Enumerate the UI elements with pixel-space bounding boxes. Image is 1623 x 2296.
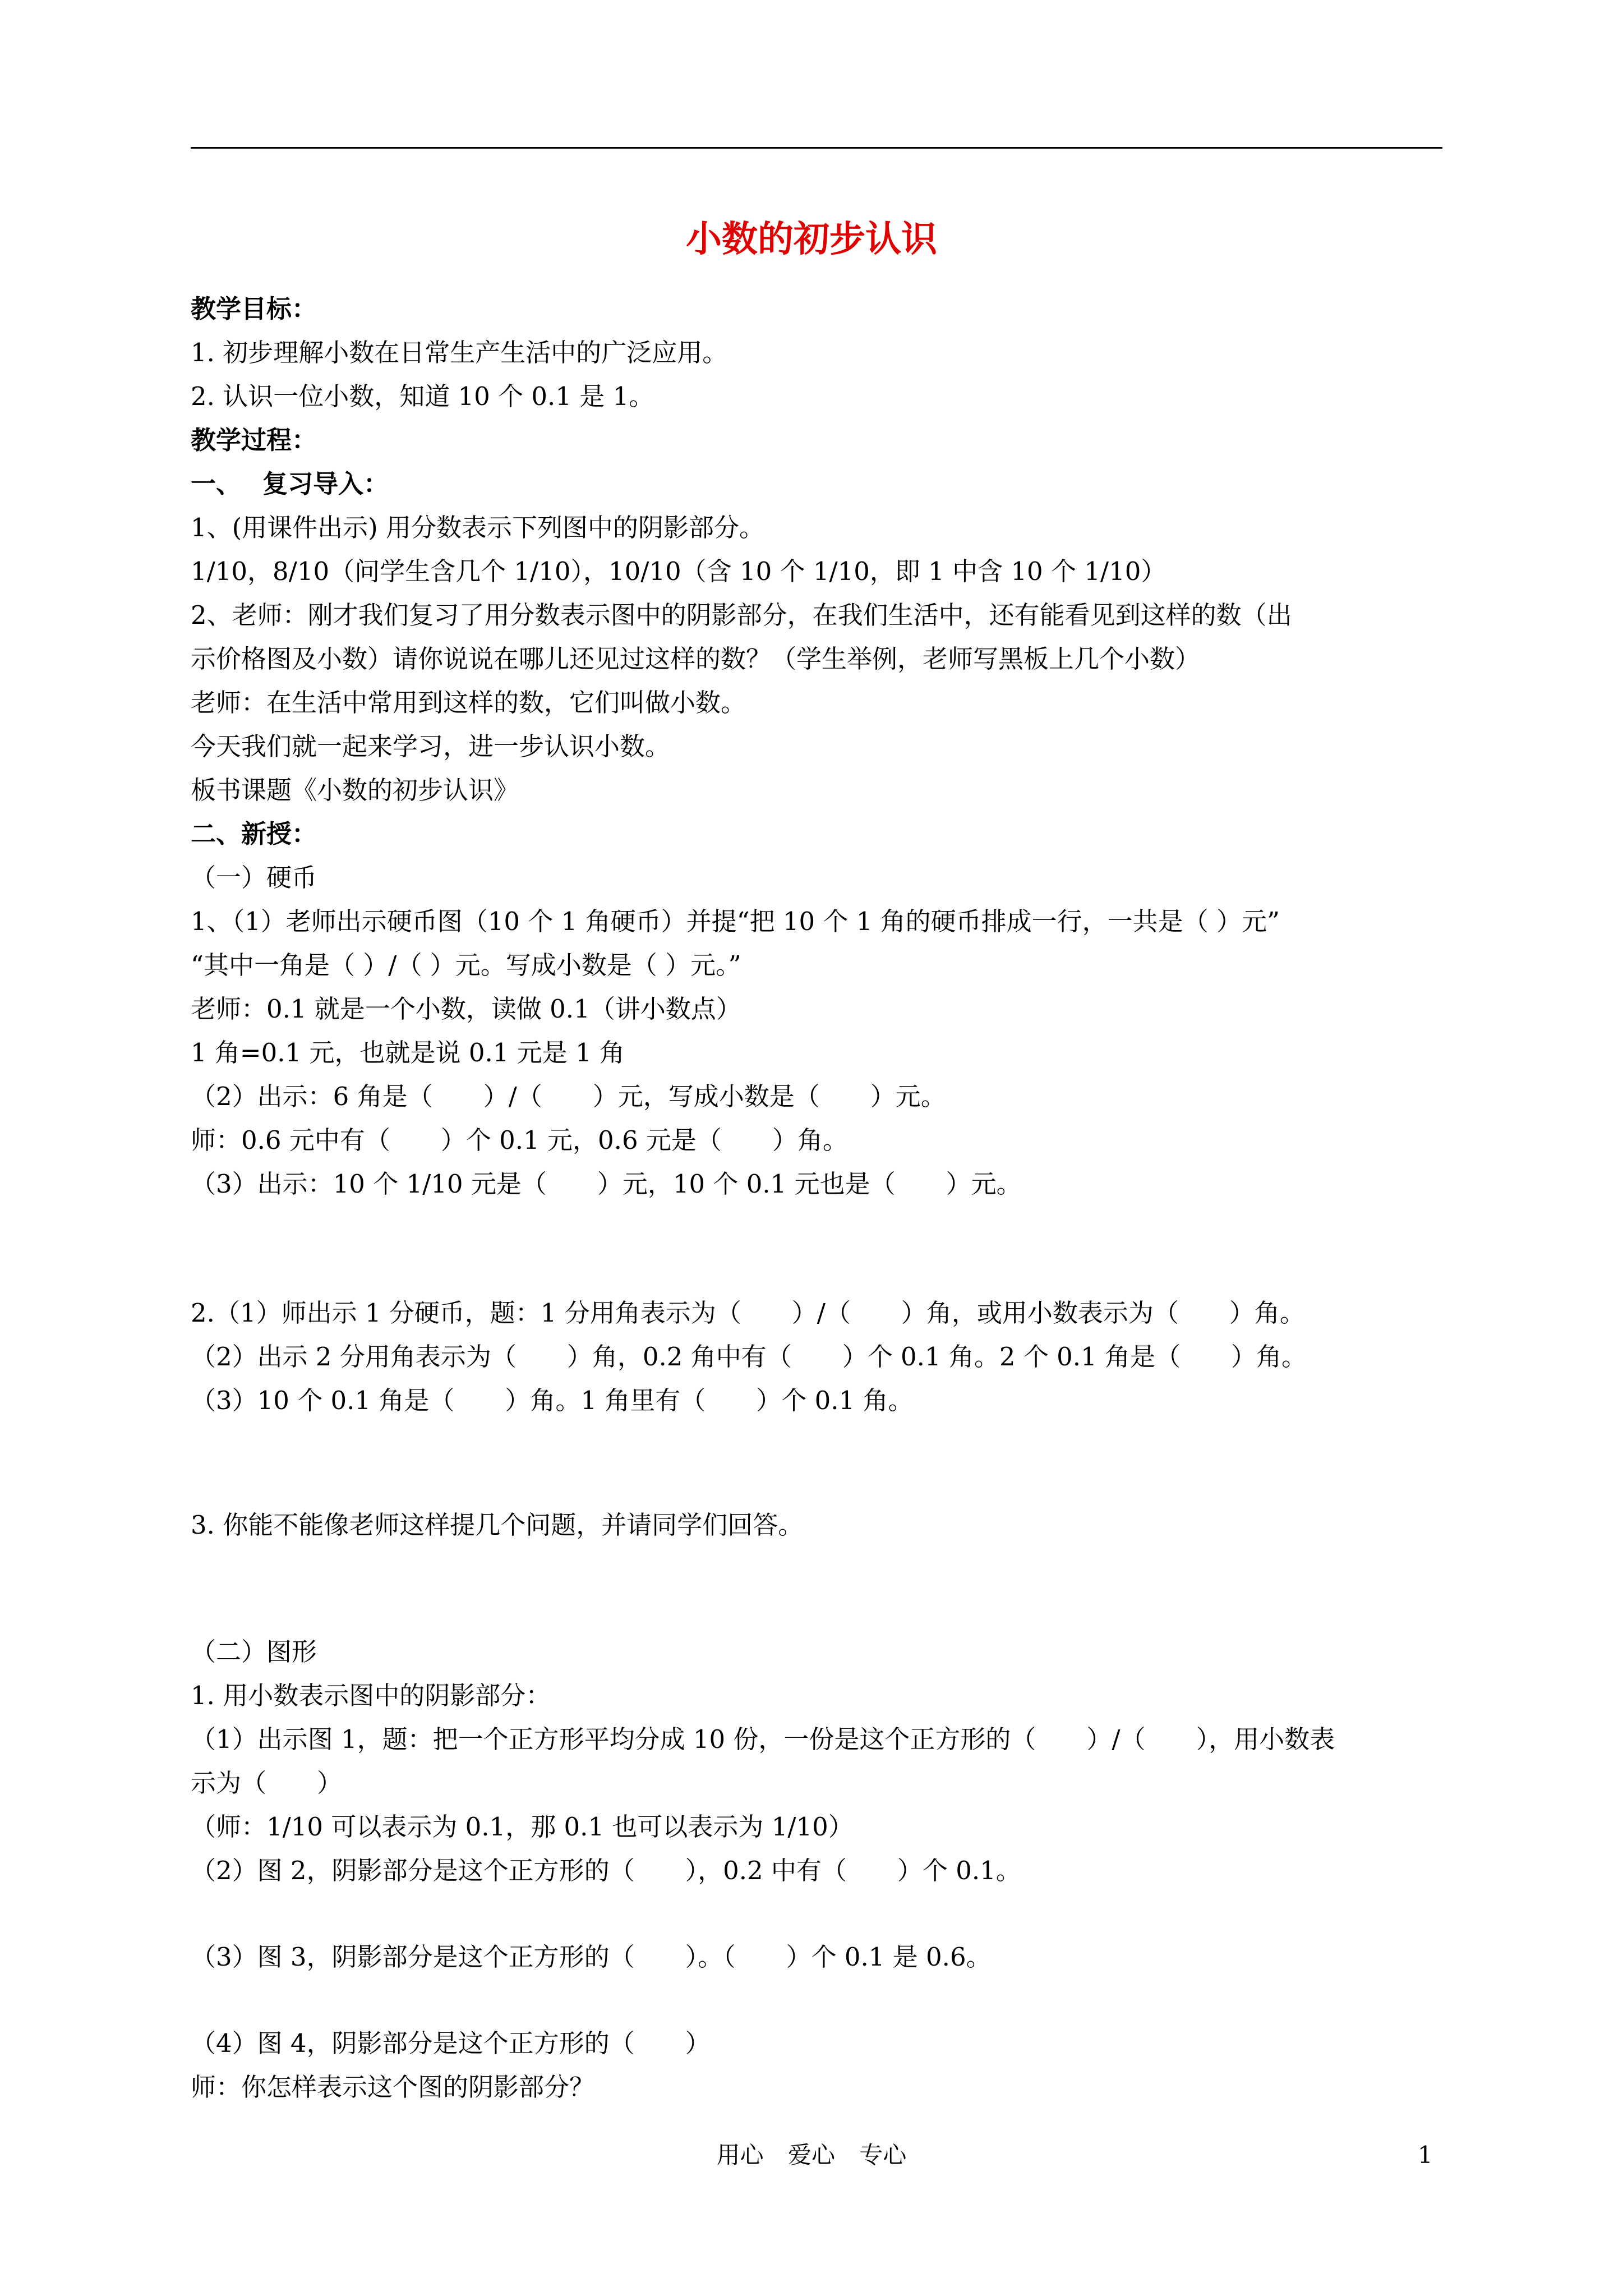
section-heading-objectives: 教学目标： (191, 294, 317, 324)
paragraph-line: 老师：0.1 就是一个小数，读做 0.1（讲小数点） (191, 994, 741, 1024)
document-title: 小数的初步认识 (686, 219, 937, 260)
section-heading-review: 一、 复习导入： (191, 469, 389, 499)
subsection-heading-shapes: （二）图形 (191, 1637, 317, 1667)
paragraph-line: （1）出示图 1，题：把一个正方形平均分成 10 份，一份是这个正方形的（ ）/（ ），用小数表 (191, 1724, 1335, 1754)
subsection-heading-coins: （一）硬币 (191, 863, 317, 892)
paragraph-line: 示为（ ） (191, 1768, 343, 1798)
paragraph-line: （2）图 2，阴影部分是这个正方形的（ ），0.2 中有（ ）个 0.1。 (191, 1856, 1021, 1885)
paragraph-line: 1 角=0.1 元，也就是说 0.1 元是 1 角 (191, 1038, 625, 1068)
header-rule (191, 147, 1442, 149)
paragraph-line: 师：0.6 元中有（ ）个 0.1 元，0.6 元是（ ）角。 (191, 1125, 848, 1155)
paragraph-line: （3）图 3，阴影部分是这个正方形的（ ）。（ ）个 0.1 是 0.6。 (191, 1942, 992, 1972)
paragraph-line: 1/10，8/10（问学生含几个 1/10），10/10（含 10 个 1/10，即 1 中含 10 个 1/10） (191, 556, 1166, 586)
paragraph-line: 3. 你能不能像老师这样提几个问题，并请同学们回答。 (191, 1510, 804, 1540)
paragraph-line: （2）出示：6 角是（ ）/（ ）元，写成小数是（ ）元。 (191, 1082, 946, 1111)
section-heading-new: 二、新授： (191, 819, 317, 849)
paragraph-line: 2.（1）师出示 1 分硬币，题：1 分用角表示为（ ）/（ ）角，或用小数表示为（ ）角。 (191, 1298, 1305, 1328)
page-number: 1 (1418, 2141, 1433, 2169)
section-heading-process: 教学过程： (191, 425, 317, 455)
objective-item: 2. 认识一位小数，知道 10 个 0.1 是 1。 (191, 381, 654, 411)
paragraph-line: 1. 用小数表示图中的阴影部分： (191, 1681, 551, 1710)
paragraph-line: 今天我们就一起来学习，进一步认识小数。 (191, 731, 671, 761)
paragraph-line: 1、（1）老师出示硬币图（10 个 1 角硬币）并提“把 10 个 1 角的硬币排成一行，一共是（ ）元” (191, 907, 1280, 936)
paragraph-line: （3）10 个 0.1 角是（ ）角。1 角里有（ ）个 0.1 角。 (191, 1386, 914, 1415)
paragraph-line: 示价格图及小数）请你说说在哪儿还见过这样的数？（学生举例，老师写黑板上几个小数） (191, 644, 1201, 674)
paragraph-line: （3）出示：10 个 1/10 元是（ ）元，10 个 0.1 元也是（ ）元。 (191, 1169, 1022, 1199)
paragraph-line: 板书课题《小数的初步认识》 (191, 775, 519, 805)
paragraph-line: （4）图 4，阴影部分是这个正方形的（ ） (191, 2028, 711, 2058)
paragraph-line: 2、老师：刚才我们复习了用分数表示图中的阴影部分，在我们生活中，还有能看见到这样的数（出 (191, 600, 1292, 630)
paragraph-line: 师：你怎样表示这个图的阴影部分？ (191, 2072, 595, 2102)
footer-motto: 用心 爱心 专心 (716, 2141, 907, 2169)
objective-item: 1. 初步理解小数在日常生产生活中的广泛应用。 (191, 338, 728, 367)
paragraph-line: 老师：在生活中常用到这样的数，它们叫做小数。 (191, 688, 746, 717)
paragraph-line: 1、(用课件出示) 用分数表示下列图中的阴影部分。 (191, 513, 765, 542)
paragraph-line: （师：1/10 可以表示为 0.1，那 0.1 也可以表示为 1/10） (191, 1812, 854, 1842)
paragraph-line: “其中一角是（ ）/（ ）元。写成小数是（ ）元。” (191, 950, 741, 980)
paragraph-line: （2）出示 2 分用角表示为（ ）角，0.2 角中有（ ）个 0.1 角。2 个 0.1 角是（ ）角。 (191, 1342, 1307, 1372)
